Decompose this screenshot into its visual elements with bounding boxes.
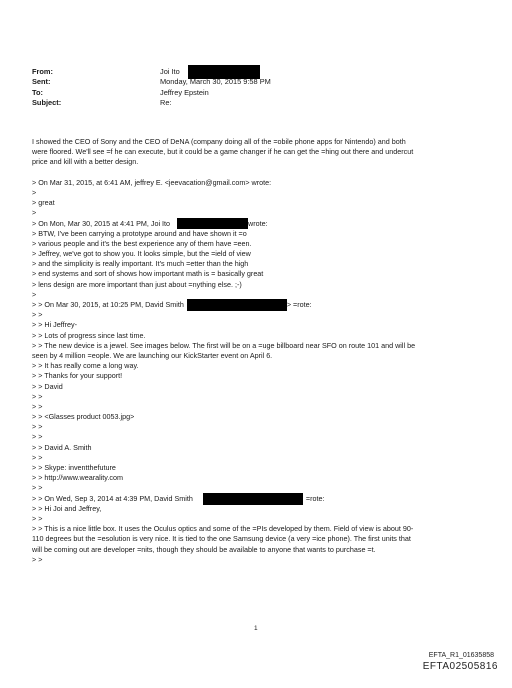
- text-line: > > Thanks for your support!: [32, 371, 123, 381]
- text-line: > >: [32, 310, 43, 320]
- text-line: > and the simplicity is really important. It's much =etter than the high: [32, 259, 249, 269]
- quoted-header-david-2: > > On Wed, Sep 3, 2014 at 4:39 PM, David Smith =rote:: [32, 494, 488, 504]
- text-line: > > Hi Joi and Jeffrey,: [32, 503, 102, 513]
- to-value: Jeffrey Epstein: [160, 87, 209, 97]
- sent-row: [32, 77, 271, 87]
- quoted-header-david: > > On Mar 30, 2015, at 10:25 PM, David Smith > =rote:: [32, 300, 488, 310]
- page-number: 1: [254, 625, 258, 632]
- text-line: > > The new device is a jewel. See images below. The first will be on a =uge billboard near SFO on route 101 and will be: [32, 340, 416, 350]
- text-line: > > David: [32, 381, 63, 391]
- redaction-box: [177, 218, 248, 229]
- text-line: > > It has really come a long way.: [32, 361, 139, 371]
- text-line: > various people and it's the best experience any of them have =een.: [32, 238, 252, 248]
- text-line: > BTW, I've been carrying a prototype around and have shown it =o: [32, 228, 247, 238]
- subject-row: [32, 98, 271, 108]
- text-line: > On Mar 31, 2015, at 6:41 AM, jeffrey E. <jeevacation@gmail.com> wrote:: [32, 177, 272, 187]
- redaction-box: [203, 493, 303, 505]
- text-line: > >: [32, 401, 43, 411]
- from-value: Joi Ito: [160, 67, 180, 76]
- document-id-footer: [423, 651, 498, 673]
- document-id-primary: EFTA_R1_01635858: [428, 652, 494, 659]
- text-line: > lens design are more important than just about =nything else. ;-): [32, 279, 242, 289]
- text-line: > >: [32, 432, 43, 442]
- text-line: > >: [32, 452, 43, 462]
- text-line: were floored. We'll see =f he can execute, but it could be a game changer if he can get the =hing out there and undercut: [32, 147, 414, 157]
- text-line: >: [32, 289, 37, 299]
- to-label: To:: [32, 87, 43, 97]
- text-line: > > Skype: inventthefuture: [32, 463, 116, 472]
- subject-label: Subject:: [32, 97, 62, 107]
- text-line: > > Hi Jeffrey-: [32, 320, 78, 330]
- text-line: seen by 4 million =eople. We are launching our KickStarter event on April 6.: [32, 350, 273, 360]
- document-id-secondary: EFTA02505816: [422, 661, 498, 672]
- text-line: I showed the CEO of Sony and the CEO of DeNA (company doing all of the =obile phone apps for Nintendo) and both: [32, 137, 406, 146]
- text-line: > >: [32, 554, 43, 564]
- text-line: > > This is a nice little box. It uses the Oculus optics and some of the =PIs developed by them. Field of view is about 90-: [32, 524, 414, 534]
- text-line: > > Lots of progress since last time.: [32, 330, 146, 340]
- to-row: [32, 88, 271, 98]
- text-line: > > David A. Smith: [32, 442, 92, 452]
- text-line: > Jeffrey, we've got to show you. It looks simple, but the =ield of view: [32, 249, 251, 259]
- text-line: > great: [32, 198, 55, 208]
- text-line: > >: [32, 483, 43, 493]
- text-line: > > http://www.wearality.com: [32, 473, 123, 483]
- text-line: > >: [32, 391, 43, 401]
- email-header: [32, 67, 271, 108]
- subject-value: Re:: [160, 97, 172, 107]
- text-line: > >: [32, 513, 43, 523]
- text-line: > >: [32, 422, 43, 432]
- text-line: 110 degrees but the =esolution is very nice. It is tied to the one Samsung device (a very =ice phone). The first units that: [32, 534, 411, 544]
- quoted-header-joi: > On Mon, Mar 30, 2015 at 4:41 PM, Joi Ito wrote:: [32, 218, 268, 228]
- email-body: [32, 137, 488, 565]
- text-line: price and kill with a better design.: [32, 157, 139, 167]
- text-line: > > <Glasses product 0053.jpg>: [32, 412, 135, 422]
- text-line: will be coming out are developer =nits, though they should be available to anyone that wants to purchase =t.: [32, 544, 376, 554]
- text-line: >: [32, 187, 37, 197]
- redaction-box: [187, 299, 287, 311]
- intro-paragraph: [32, 137, 488, 168]
- from-label: From:: [32, 67, 53, 76]
- sent-value: Monday, March 30, 2015 9:58 PM: [160, 77, 271, 87]
- text-line: >: [32, 208, 37, 218]
- from-row: [32, 67, 271, 77]
- sent-label: Sent:: [32, 77, 51, 87]
- text-line: > end systems and sort of shows how important math is = basically great: [32, 269, 264, 279]
